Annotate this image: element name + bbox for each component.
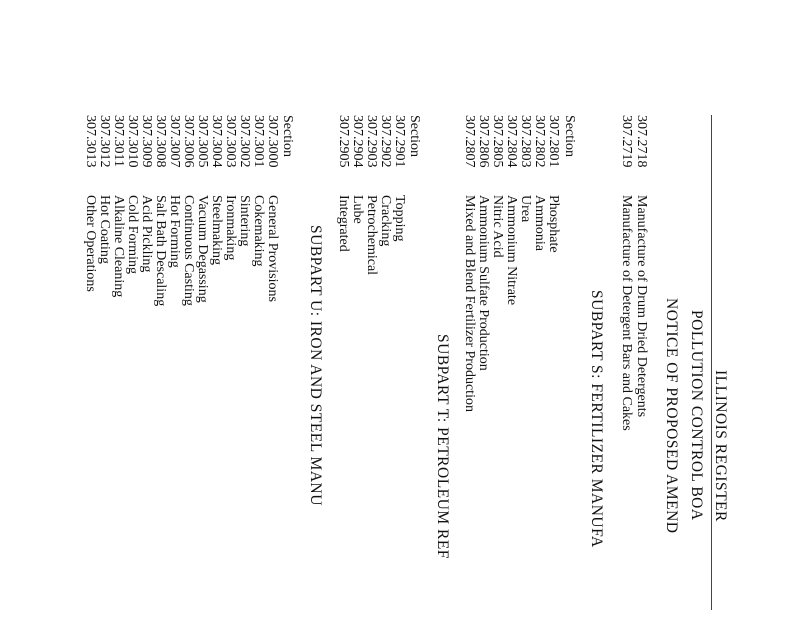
- section-code: 307.2902: [378, 115, 393, 168]
- section-title: Topping: [392, 195, 407, 242]
- section-code: 307.2904: [350, 115, 365, 168]
- section-code: 307.2801: [546, 115, 561, 168]
- section-code: 307.3002: [237, 115, 252, 168]
- section-title: Steelmaking: [209, 195, 224, 265]
- section-code: 307.3003: [223, 115, 238, 168]
- subpart-t-heading: SUBPART T: PETROLEUM REF: [434, 334, 451, 559]
- section-code: 307.3009: [139, 115, 154, 168]
- section-code: 307.3012: [97, 115, 112, 168]
- section-title: Integrated: [336, 195, 351, 252]
- section-code: 307.2804: [504, 115, 519, 168]
- section-title: Ammonia: [532, 195, 547, 251]
- top-item-code: 307.2718: [634, 115, 649, 168]
- section-code: 307.2806: [476, 115, 491, 168]
- section-title: Urea: [518, 195, 533, 223]
- section-label: Section: [407, 115, 422, 157]
- top-item-label: Manufacture of Detergent Bars and Cakes: [619, 195, 634, 431]
- section-code: 307.3006: [181, 115, 196, 168]
- section-code: 307.2807: [462, 115, 477, 168]
- section-title: Alkaline Cleaning: [111, 195, 126, 298]
- section-title: Acid Pickling: [139, 195, 154, 273]
- section-title: Vacuum Degassing: [195, 195, 210, 303]
- section-code: 307.2803: [518, 115, 533, 168]
- section-code: 307.3010: [125, 115, 140, 168]
- section-code: 307.2805: [490, 115, 505, 168]
- section-title: Salt Bath Descaling: [153, 195, 168, 307]
- section-title: Lube: [350, 195, 365, 224]
- section-title: Cracking: [378, 195, 393, 247]
- section-code: 307.3011: [111, 115, 126, 167]
- top-item-code: 307.2719: [619, 115, 634, 168]
- section-code: 307.3000: [265, 115, 280, 168]
- section-title: Ammonium Sulfate Production: [476, 195, 491, 371]
- section-code: 307.2905: [336, 115, 351, 168]
- section-code: 307.2901: [392, 115, 407, 168]
- section-title: Hot Coating: [97, 195, 112, 264]
- section-code: 307.3001: [251, 115, 266, 168]
- section-label: Section: [280, 115, 295, 157]
- section-code: 307.3005: [195, 115, 210, 168]
- section-title: General Provisions: [265, 195, 280, 302]
- section-title: Cokemaking: [251, 195, 266, 267]
- section-code: 307.3008: [153, 115, 168, 168]
- register-title: ILLINOIS REGISTER: [712, 370, 729, 522]
- section-title: Nitric Acid: [490, 195, 505, 258]
- notice-title: NOTICE OF PROPOSED AMEND: [663, 298, 680, 534]
- section-title: Ironmaking: [223, 195, 238, 261]
- top-item-label: Manufacture of Drum Dried Detergents: [634, 195, 649, 418]
- section-code: 307.3007: [167, 115, 182, 168]
- section-title: Continuous Casting: [181, 195, 196, 306]
- section-title: Other Operations: [83, 195, 98, 292]
- section-code: 307.2903: [364, 115, 379, 168]
- section-title: Ammonium Nitrate: [504, 195, 519, 306]
- section-title: Cold Forming: [125, 195, 140, 274]
- section-code: 307.3013: [83, 115, 98, 168]
- section-title: Hot Forming: [167, 195, 182, 268]
- section-title: Petrochemical: [364, 195, 379, 276]
- section-label: Section: [562, 115, 577, 157]
- section-code: 307.3004: [209, 115, 224, 168]
- section-title: Mixed and Blend Fertilizer Production: [462, 195, 477, 412]
- section-title: Sintering: [237, 195, 252, 247]
- section-code: 307.2802: [532, 115, 547, 168]
- header-rule: [711, 115, 712, 610]
- section-title: Phosphate: [546, 195, 561, 253]
- subpart-s-heading: SUBPART S: FERTILIZER MANUFA: [588, 290, 605, 548]
- subpart-u-heading: SUBPART U: IRON AND STEEL MANU: [307, 225, 324, 506]
- board-title: POLLUTION CONTROL BOA: [688, 310, 705, 521]
